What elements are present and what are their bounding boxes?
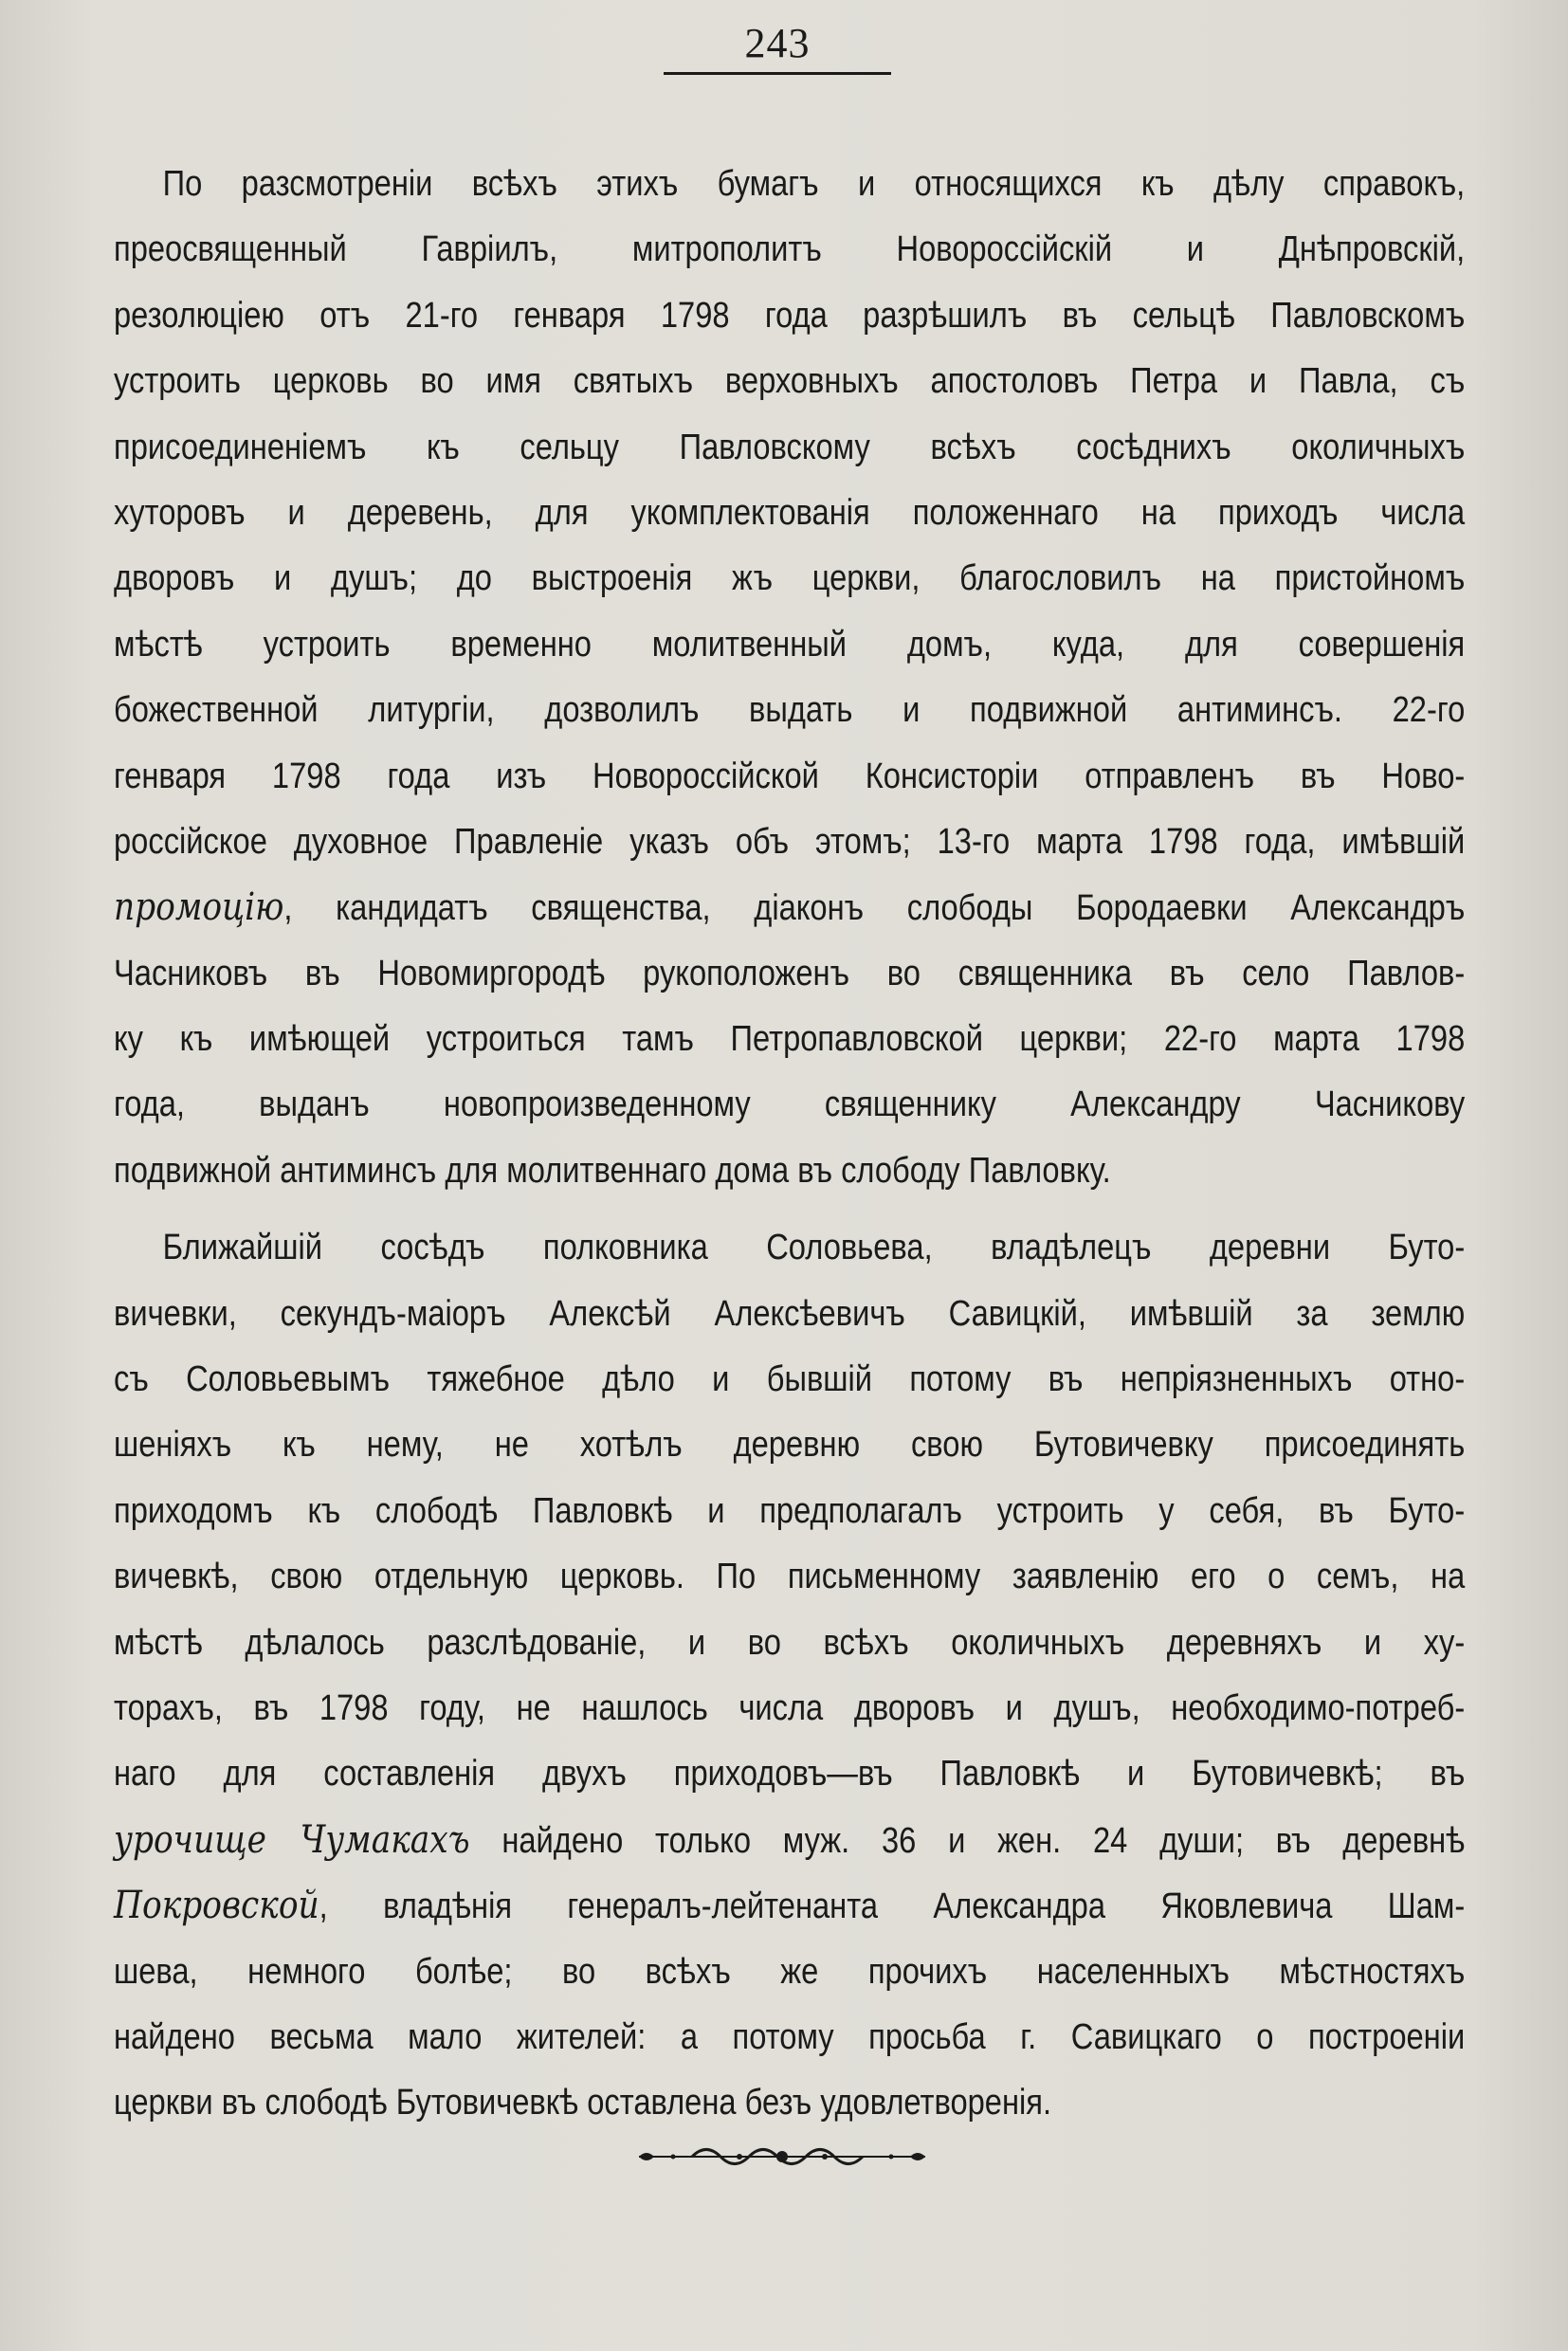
text-line: [114, 1940, 1465, 2005]
decorative-tailpiece-icon: [635, 2145, 929, 2168]
italic-phrase: Покровской: [114, 1884, 319, 1928]
text-run: приходомъ къ слободѣ Павловкѣ и предполагалъ устроить у себя, въ Буто-: [114, 1490, 1466, 1531]
text-line: [114, 1611, 1465, 1676]
text-line: [114, 744, 1465, 810]
text-line: [114, 152, 1465, 217]
text-run: вичевки, секундъ-маіоръ Алексѣй Алексѣевичъ Савицкій, имѣвшій за землю: [114, 1293, 1466, 1334]
text-line: [114, 810, 1465, 875]
text-run: найдено весьма мало жителей: а потому просьба г. Савицкаго о построеніи: [114, 2016, 1466, 2057]
text-run: генваря 1798 года изъ Новороссійской Консисторіи отправленъ въ Ново-: [114, 756, 1466, 796]
text-line: [114, 2070, 1465, 2136]
text-run: преосвященный Гавріилъ, митрополитъ Новороссійскій и Днѣпровскій,: [114, 229, 1466, 270]
text-run: хуторовъ и деревень, для укомплектованія положеннаго на приходъ числа: [114, 492, 1466, 533]
text-run: подвижной антиминсъ для молитвеннаго дома въ слободу Павловку.: [114, 1150, 1111, 1191]
paragraph: [114, 1215, 1465, 2136]
text-run: года, выданъ новопроизведенному священнику Александру Часникову: [114, 1084, 1466, 1125]
page-number: 243: [744, 20, 811, 66]
text-line: [114, 1544, 1465, 1610]
body-text: [114, 152, 1465, 2137]
text-run: найдено только муж. 36 и жен. 24 души; въ деревнѣ: [469, 1820, 1466, 1861]
text-run: мѣстѣ дѣлалось разслѣдованіе, и во всѣхъ околичныхъ деревняхъ и ху-: [114, 1622, 1466, 1663]
text-line: [114, 941, 1465, 1007]
text-run: присоединеніемъ къ сельцу Павловскому всѣхъ сосѣднихъ околичныхъ: [114, 427, 1466, 467]
text-run: шеніяхъ къ нему, не хотѣлъ деревню свою Бутовичевку присоединять: [114, 1425, 1466, 1466]
text-line: [114, 1808, 1465, 1873]
text-line: [114, 1139, 1465, 1204]
text-line: [114, 612, 1465, 678]
text-run: церкви въ слободѣ Бутовичевкѣ оставлена безъ удовлетворенія.: [114, 2083, 1052, 2123]
text-run: божественной литургіи, дозволилъ выдать и подвижной антиминсъ. 22-го: [114, 690, 1466, 731]
text-line: [114, 1741, 1465, 1807]
text-run: съ Соловьевымъ тяжебное дѣло и бывшій потому въ непріязненныхъ отно-: [114, 1359, 1466, 1400]
text-line: [114, 349, 1465, 414]
paragraph-gap: [114, 1204, 1465, 1215]
text-line: [114, 217, 1465, 282]
text-run: ку къ имѣющей устроиться тамъ Петропавловской церкви; 22-го марта 1798: [114, 1019, 1466, 1060]
text-line: [114, 1072, 1465, 1138]
text-run: мѣстѣ устроить временно молитвенный домъ, куда, для совершенія: [114, 624, 1466, 665]
text-run: шева, немного болѣе; во всѣхъ же прочихъ населенныхъ мѣстностяхъ: [114, 1951, 1466, 1992]
text-line: [114, 1676, 1465, 1741]
text-line: [114, 678, 1465, 743]
text-line: [114, 1007, 1465, 1072]
italic-phrase: урочище Чумакахъ: [114, 1817, 470, 1862]
text-run: Ближайшій сосѣдъ полковника Соловьева, владѣлецъ деревни Буто-: [162, 1228, 1466, 1268]
text-line: [114, 415, 1465, 481]
text-run: Часниковъ въ Новомиргородѣ рукоположенъ во священника въ село Павлов-: [114, 953, 1466, 993]
text-line: [114, 1479, 1465, 1544]
text-run: устроить церковь во имя святыхъ верховныхъ апостоловъ Петра и Павла, съ: [114, 361, 1466, 402]
text-line: [114, 481, 1465, 546]
text-run: дворовъ и душъ; до выстроенія жъ церкви, благословилъ на пристойномъ: [114, 558, 1466, 599]
text-line: [114, 1282, 1465, 1347]
text-line: [114, 283, 1465, 349]
text-run: , владѣнія генералъ-лейтенанта Александра Яковлевича Шам-: [319, 1886, 1466, 1927]
text-run: вичевкѣ, свою отдельную церковь. По письменному заявленію его о семъ, на: [114, 1557, 1466, 1597]
text-line: [114, 875, 1465, 940]
page-number-rule: [664, 72, 891, 75]
text-run: наго для составленія двухъ приходовъ—въ Павловкѣ и Бутовичевкѣ; въ: [114, 1754, 1466, 1795]
text-run: торахъ, въ 1798 году, не нашлось числа дворовъ и душъ, необходимо-потреб-: [114, 1687, 1466, 1728]
text-run: резолюціею отъ 21-го генваря 1798 года разрѣшилъ въ сельцѣ Павловскомъ: [114, 295, 1466, 336]
text-run: россійское духовное Правленіе указъ объ этомъ; 13-го марта 1798 года, имѣвшій: [114, 821, 1466, 862]
text-line: [114, 1215, 1465, 1281]
text-run: , кандидатъ священства, діаконъ слободы Бородаевки Александръ: [283, 888, 1466, 929]
text-line: [114, 1873, 1465, 1939]
paragraph: [114, 152, 1465, 1204]
text-line: [114, 1412, 1465, 1478]
italic-phrase: промоцію: [114, 885, 284, 930]
text-line: [114, 546, 1465, 611]
text-line: [114, 2005, 1465, 2070]
text-run: По разсмотреніи всѣхъ этихъ бумагъ и относящихся къ дѣлу справокъ,: [162, 164, 1466, 204]
text-line: [114, 1347, 1465, 1412]
